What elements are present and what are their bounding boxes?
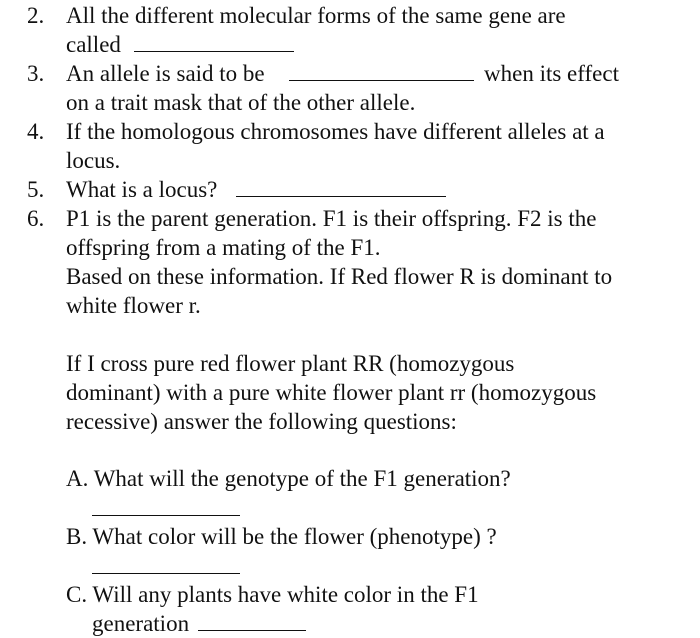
question-3-line-1b: when its effect bbox=[484, 61, 619, 86]
question-5-number: 5. bbox=[27, 177, 45, 202]
question-6-paragraph-2-line-1: If I cross pure red flower plant RR (homozygous bbox=[66, 351, 515, 376]
question-4-number: 4. bbox=[27, 119, 45, 144]
question-6-line-4: white flower r. bbox=[66, 293, 201, 318]
sub-question-a-answer-blank[interactable] bbox=[92, 515, 240, 516]
sub-question-a: A. What will the genotype of the F1 generation? bbox=[66, 466, 511, 491]
question-6-paragraph-2-line-3: recessive) answer the following questions: bbox=[66, 409, 457, 434]
question-3-answer-blank[interactable] bbox=[289, 80, 474, 81]
question-2-number: 2. bbox=[27, 3, 45, 28]
question-6-line-3: Based on these information. If Red flower R is dominant to bbox=[66, 264, 613, 289]
question-3-line-2: on a trait mask that of the other allele. bbox=[66, 90, 416, 115]
question-6-paragraph-2-line-2: dominant) with a pure white flower plant rr (homozygous bbox=[66, 380, 597, 405]
sub-question-c-line-2: generation bbox=[92, 611, 190, 636]
question-2-line-2: called bbox=[66, 32, 121, 57]
sub-question-c-answer-blank[interactable] bbox=[198, 630, 306, 631]
question-4-line-2: locus. bbox=[66, 148, 121, 173]
question-6-line-2: offspring from a mating of the F1. bbox=[66, 235, 381, 260]
sub-question-b-answer-blank[interactable] bbox=[92, 573, 240, 574]
sub-question-c-line-1: C. Will any plants have white color in the F1 bbox=[66, 582, 479, 607]
question-6-number: 6. bbox=[27, 206, 45, 231]
question-4-line-1: If the homologous chromosomes have different alleles at a bbox=[66, 119, 605, 144]
question-2-line-1: All the different molecular forms of the same gene are bbox=[66, 3, 566, 28]
question-5-line-1: What is a locus? bbox=[66, 177, 218, 202]
question-6-line-1: P1 is the parent generation. F1 is their offspring. F2 is the bbox=[66, 206, 597, 231]
question-3-line-1a: An allele is said to be bbox=[66, 61, 265, 86]
sub-question-b: B. What color will be the flower (phenotype) ? bbox=[66, 524, 497, 549]
question-2-answer-blank[interactable] bbox=[134, 51, 294, 52]
question-5-answer-blank[interactable] bbox=[236, 196, 446, 197]
question-3-number: 3. bbox=[27, 61, 45, 86]
